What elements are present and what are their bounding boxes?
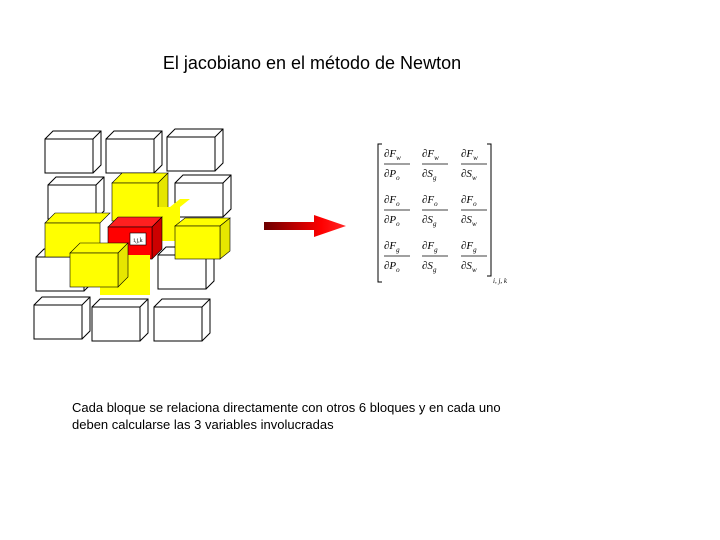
svg-text:∂Fo: $\partial F_o$	[461, 194, 477, 208]
wire-block	[167, 129, 223, 171]
matrix-cell	[384, 240, 410, 274]
svg-text:∂Fw: $\partial F_w$	[384, 148, 401, 162]
matrix-cell	[422, 240, 448, 274]
svg-text:∂Sg: $\partial S_g$	[422, 168, 437, 182]
svg-text:∂Fg: $\partial F_g$	[461, 240, 477, 254]
matrix-cell	[461, 148, 487, 182]
matrix-cell	[461, 194, 487, 228]
svg-text:∂Fo: $\partial F_o$	[422, 194, 438, 208]
svg-text:∂Sw: $\partial S_w$	[461, 168, 477, 182]
matrix-cell	[461, 240, 487, 274]
svg-text:∂Sg: $\partial S_g$	[422, 260, 437, 274]
wire-block	[106, 131, 162, 173]
svg-text:∂Fg: $\partial F_g$	[422, 240, 438, 254]
svg-text:∂Fw: $\partial F_w$	[422, 148, 439, 162]
grid-blocks-figure	[30, 125, 235, 345]
svg-text:∂Sw: $\partial S_w$	[461, 260, 477, 274]
matrix-subscript: i, j, k	[493, 277, 507, 285]
wire-block	[154, 299, 210, 341]
neighbor-block-front	[70, 243, 128, 287]
wire-block	[34, 297, 90, 339]
wire-block	[92, 299, 148, 341]
svg-text:∂Po: $\partial P_o$	[384, 260, 400, 274]
matrix-cell	[422, 194, 448, 228]
svg-text:∂Po: $\partial P_o$	[384, 214, 400, 228]
arrow-icon	[262, 213, 347, 239]
matrix-cell	[384, 194, 410, 228]
caption-line-1: Cada bloque se relaciona directamente con otros 6 bloques y en cada uno	[72, 400, 501, 415]
wire-block	[45, 131, 101, 173]
center-block-label: i,j,k	[133, 238, 143, 244]
jacobian-matrix	[372, 142, 517, 287]
svg-text:∂Po: $\partial P_o$	[384, 168, 400, 182]
svg-text:∂Sw: $\partial S_w$	[461, 214, 477, 228]
caption-line-2: deben calcularse las 3 variables involucradas	[72, 417, 334, 432]
matrix-cell	[384, 148, 410, 182]
matrix-cell	[422, 148, 448, 182]
svg-text:∂Fw: $\partial F_w$	[461, 148, 478, 162]
slide-title: El jacobiano en el método de Newton	[162, 53, 462, 73]
svg-text:∂Sg: $\partial S_g$	[422, 214, 437, 228]
wire-block	[175, 175, 231, 217]
svg-text:∂Fg: $\partial F_g$	[384, 240, 400, 254]
neighbor-block-right	[175, 218, 230, 259]
svg-text:∂Fo: $\partial F_o$	[384, 194, 400, 208]
caption	[72, 399, 632, 433]
